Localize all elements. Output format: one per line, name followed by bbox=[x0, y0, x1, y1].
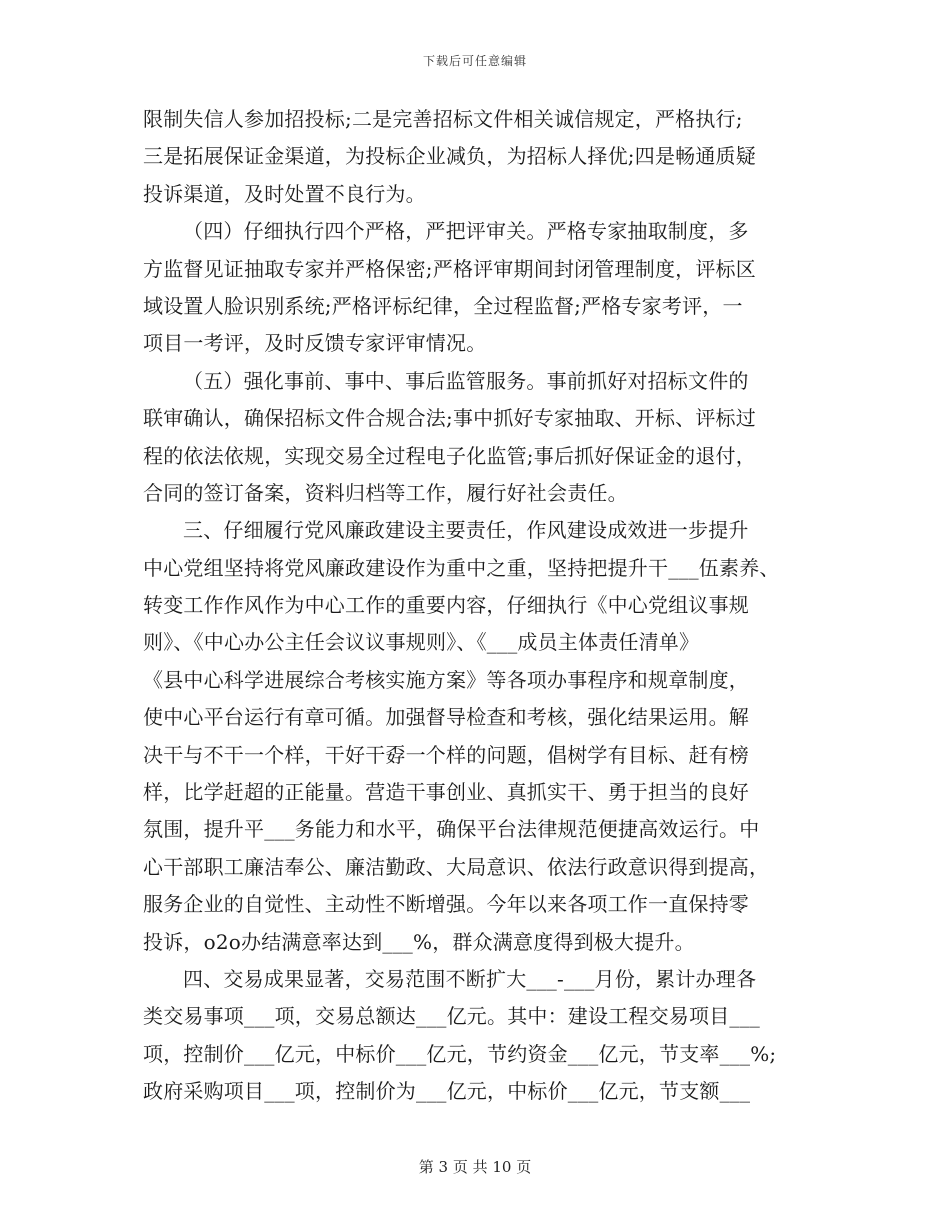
text-line: 项，控制价___亿元，中标价___亿元，节约资金___亿元，节支率___%; bbox=[143, 1041, 777, 1066]
text-line: 类交易事项___项，交易总额达___亿元。其中：建设工程交易项目___ bbox=[143, 1004, 760, 1029]
text-line: 服务企业的自觉性、主动性不断增强。今年以来各项工作一直保持零 bbox=[143, 892, 749, 917]
text-line: 决干与不干一个样，干好干孬一个样的问题，倡树学有目标、赶有榜 bbox=[143, 742, 749, 767]
text-line: 中心党组坚持将党风廉政建设作为重中之重，坚持把提升干___伍素养、 bbox=[143, 555, 780, 580]
text-line: 使中心平台运行有章可循。加强督导检查和考核，强化结果运用。解 bbox=[143, 705, 749, 730]
page-number: 第 3 页 共 10 页 bbox=[418, 1158, 532, 1176]
text-line: 氛围，提升平___务能力和水平，确保平台法律规范便捷高效运行。中 bbox=[143, 817, 760, 842]
text-line: 合同的签订备案，资料归档等工作，履行好社会责任。 bbox=[143, 480, 628, 505]
paragraph-start-line: （五）强化事前、事中、事后监管服务。事前抓好对招标文件的 bbox=[183, 368, 749, 393]
section-heading-line: 四、交易成果显著，交易范围不断扩大___-___月份，累计办理各 bbox=[183, 966, 757, 991]
text-line: 心干部职工廉洁奉公、廉洁勤政、大局意识、依法行政意识得到提高， bbox=[143, 854, 770, 879]
paragraph-start-line: （四）仔细执行四个严格，严把评审关。严格专家抽取制度，多 bbox=[183, 219, 749, 244]
text-line: 投诉，o2o办结满意率达到___%，群众满意度得到极大提升。 bbox=[143, 929, 695, 954]
text-line: 域设置人脸识别系统;严格评标纪律，全过程监督;严格专家考评，一 bbox=[143, 293, 743, 318]
text-line: 转变工作作风作为中心工作的重要内容，仔细执行《中心党组议事规 bbox=[143, 593, 749, 618]
section-heading-line: 三、仔细履行党风廉政建设主要责任，作风建设成效进一步提升 bbox=[183, 518, 749, 543]
document-body bbox=[143, 101, 823, 1111]
text-line: 项目一考评，及时反馈专家评审情况。 bbox=[143, 331, 487, 356]
text-line: 限制失信人参加招投标;二是完善招标文件相关诚信规定，严格执行; bbox=[143, 107, 743, 131]
text-line: 投诉渠道，及时处置不良行为。 bbox=[143, 181, 426, 206]
text-line: 则》、《中心办公主任会议议事规则》、《___成员主体责任清单》 bbox=[143, 630, 700, 655]
text-line: 方监督见证抽取专家并严格保密;严格评审期间封闭管理制度，评标区 bbox=[143, 256, 756, 281]
text-line: 联审确认，确保招标文件合规合法;事中抓好专家抽取、开标、评标过 bbox=[143, 406, 756, 431]
text-line: 政府采购项目___项，控制价为___亿元，中标价___亿元，节支额___ bbox=[143, 1079, 751, 1104]
page-header-note: 下载后可任意编辑 bbox=[422, 54, 527, 68]
text-line: 《县中心科学进展综合考核实施方案》等各项办事程序和规章制度， bbox=[143, 667, 749, 692]
text-line: 程的依法依规，实现交易全过程电子化监管;事后抓好保证金的退付， bbox=[143, 443, 756, 468]
text-line: 样，比学赶超的正能量。营造干事创业、真抓实干、勇于担当的良好 bbox=[143, 780, 749, 805]
text-line: 三是拓展保证金渠道，为投标企业减负，为招标人择优;四是畅通质疑 bbox=[143, 144, 756, 169]
